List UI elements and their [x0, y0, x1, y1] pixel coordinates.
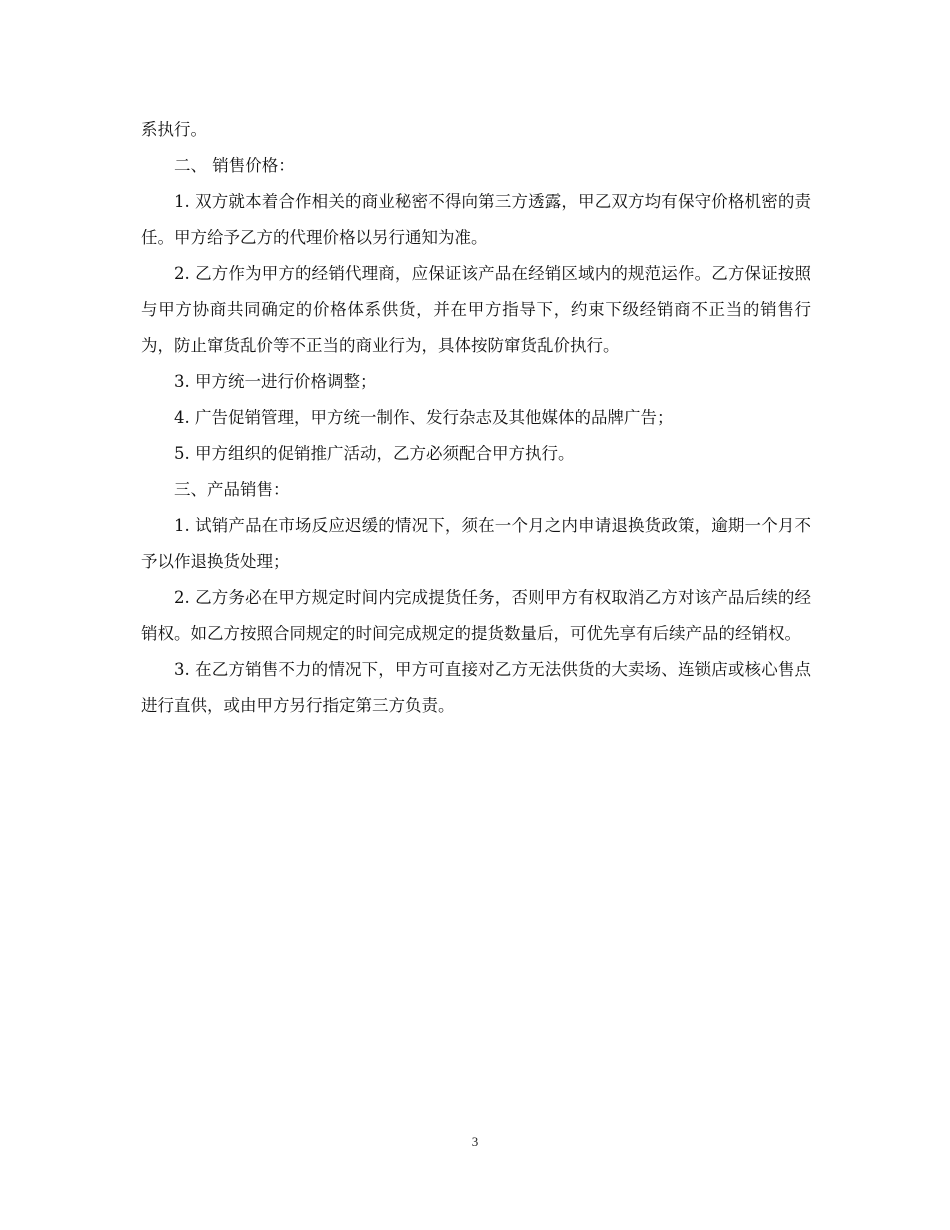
clause-price-2: 2. 乙方作为甲方的经销代理商，应保证该产品在经销区域内的规范运作。乙方保证按照与甲方协商共同确定的价格体系供货，并在甲方指导下，约束下级经销商不正当的销售行为，防止窜货乱价等不正当的商业行为，具体按防窜货乱价执行。 — [141, 264, 811, 355]
clause-price-3: 3. 甲方统一进行价格调整； — [174, 372, 377, 391]
clause-price-4: 4. 广告促销管理，甲方统一制作、发行杂志及其他媒体的品牌广告； — [174, 408, 674, 427]
section-heading-sales-price: 二、 销售价格： — [174, 156, 295, 175]
clause-sales-2: 2. 乙方务必在甲方规定时间内完成提货任务，否则甲方有权取消乙方对该产品后续的经销权。如乙方按照合同规定的时间完成规定的提货数量后，可优先享有后续产品的经销权。 — [141, 588, 811, 643]
clause-price-1: 1. 双方就本着合作相关的商业秘密不得向第三方透露，甲乙双方均有保守价格机密的责任。甲方给予乙方的代理价格以另行通知为准。 — [141, 192, 811, 247]
clause-price-5: 5. 甲方组织的促销推广活动，乙方必须配合甲方执行。 — [174, 444, 575, 463]
clause-sales-1: 1. 试销产品在市场反应迟缓的情况下，须在一个月之内申请退换货政策，逾期一个月不予以作退换货处理； — [141, 516, 811, 571]
paragraph-continuation: 系执行。 — [141, 120, 207, 139]
section-heading-product-sales: 三、产品销售： — [174, 480, 290, 499]
clause-sales-3: 3. 在乙方销售不力的情况下，甲方可直接对乙方无法供货的大卖场、连锁店或核心售点进行直供，或由甲方另行指定第三方负责。 — [141, 660, 811, 715]
page-number: 3 — [471, 1134, 479, 1149]
document-body — [141, 112, 811, 724]
